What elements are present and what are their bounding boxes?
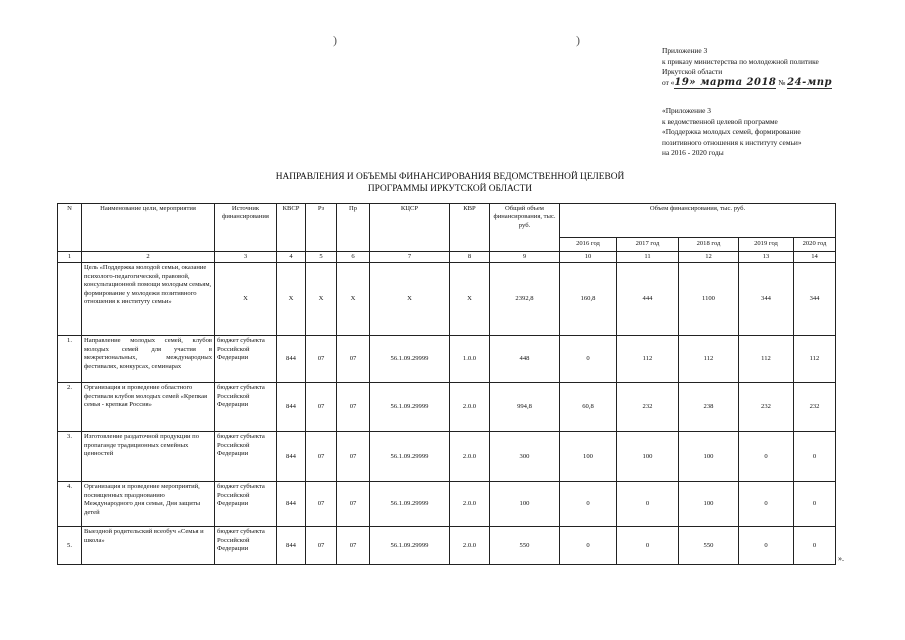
col-number: 9	[490, 252, 560, 263]
row-2019: 112	[739, 336, 794, 383]
row-2017: 0	[617, 482, 679, 527]
row-2020: 0	[794, 527, 836, 565]
row-pr: 07	[337, 482, 370, 527]
handwritten-number: 24-мпр	[787, 76, 832, 88]
row-total: 448	[490, 336, 560, 383]
row-rz: 07	[306, 432, 337, 482]
row-kvsr: 844	[277, 432, 306, 482]
header-2019: 2019 год	[739, 238, 794, 252]
goal-2016: 160,8	[560, 263, 617, 336]
annex-line-3: «Поддержка молодых семей, формирование	[662, 127, 801, 137]
col-number: 11	[617, 252, 679, 263]
col-number: 14	[794, 252, 836, 263]
row-total: 550	[490, 527, 560, 565]
goal-2020: 344	[794, 263, 836, 336]
goal-total: 2392,8	[490, 263, 560, 336]
row-n: 3.	[58, 432, 82, 482]
row-kcsr: 56.1.09.29999	[370, 432, 450, 482]
col-number: 3	[215, 252, 277, 263]
row-2016: 0	[560, 527, 617, 565]
document-title	[250, 172, 650, 195]
row-rz: 07	[306, 336, 337, 383]
col-number: 8	[450, 252, 490, 263]
goal-kvr: Х	[450, 263, 490, 336]
row-name: Изготовление раздаточной продукции по пропаганде традиционных семейных ценностей	[82, 432, 215, 482]
header-source: Источник финансирования	[215, 204, 277, 252]
goal-2019: 344	[739, 263, 794, 336]
row-kcsr: 56.1.09.29999	[370, 527, 450, 565]
table-row	[58, 527, 836, 565]
col-number: 2	[82, 252, 215, 263]
row-kvsr: 844	[277, 383, 306, 432]
header-kvr: КВР	[450, 204, 490, 252]
header-kcsr: КЦСР	[370, 204, 450, 252]
row-pr: 07	[337, 383, 370, 432]
goal-rz: Х	[306, 263, 337, 336]
handwritten-date: 19» марта 2018	[674, 76, 777, 88]
row-kvsr: 844	[277, 336, 306, 383]
row-source: бюджет субъекта Российской Федерации	[215, 432, 277, 482]
goal-kcsr: Х	[370, 263, 450, 336]
row-2017: 232	[617, 383, 679, 432]
col-number: 5	[306, 252, 337, 263]
scan-mark-right: )	[576, 33, 580, 47]
header-2018: 2018 год	[679, 238, 739, 252]
goal-source: Х	[215, 263, 277, 336]
goal-row	[58, 263, 836, 336]
row-kvsr: 844	[277, 482, 306, 527]
row-kcsr: 56.1.09.29999	[370, 482, 450, 527]
row-2018: 550	[679, 527, 739, 565]
goal-kvsr: Х	[277, 263, 306, 336]
col-number: 12	[679, 252, 739, 263]
row-pr: 07	[337, 336, 370, 383]
row-source: бюджет субъекта Российской Федерации	[215, 527, 277, 565]
row-2018: 238	[679, 383, 739, 432]
goal-name: Цель «Поддержка молодой семьи, оказание психолого-педагогической, правовой, консультационной помощи молодым семьям, формирование у молодежи позитивного отношения к институту семьи»	[82, 263, 215, 336]
row-2020: 0	[794, 482, 836, 527]
row-kcsr: 56.1.09.29999	[370, 336, 450, 383]
row-n: 2.	[58, 383, 82, 432]
goal-n	[58, 263, 82, 336]
row-n: 1.	[58, 336, 82, 383]
col-number: 10	[560, 252, 617, 263]
col-number: 1	[58, 252, 82, 263]
row-kvr: 2.0.0	[450, 432, 490, 482]
row-source: бюджет субъекта Российской Федерации	[215, 383, 277, 432]
row-2017: 112	[617, 336, 679, 383]
goal-pr: Х	[337, 263, 370, 336]
row-2020: 112	[794, 336, 836, 383]
row-kvr: 1.0.0	[450, 336, 490, 383]
header-2020: 2020 год	[794, 238, 836, 252]
header-n: N	[58, 204, 82, 252]
header-row-main	[58, 204, 836, 238]
header-name: Наименование цели, мероприятия	[82, 204, 215, 252]
row-total: 994,8	[490, 383, 560, 432]
col-number: 4	[277, 252, 306, 263]
row-pr: 07	[337, 432, 370, 482]
row-name: Направление молодых семей, клубов молодых семей для участия в межрегиональных, международных фестивалях, конкурсах, семинарах	[82, 336, 215, 383]
header-total: Общий объем финансирования, тыс. руб.	[490, 204, 560, 252]
row-kvr: 2.0.0	[450, 527, 490, 565]
row-2017: 100	[617, 432, 679, 482]
row-name: Организация и проведение мероприятий, посвященных празднованию Международного дня семьи, Дня защиты детей	[82, 482, 215, 527]
row-rz: 07	[306, 482, 337, 527]
table-row	[58, 383, 836, 432]
row-n: 5.	[58, 527, 82, 565]
approval-date-line	[662, 78, 897, 90]
row-2019: 0	[739, 432, 794, 482]
row-2020: 0	[794, 432, 836, 482]
row-kcsr: 56.1.09.29999	[370, 383, 450, 432]
header-2017: 2017 год	[617, 238, 679, 252]
column-number-row	[58, 252, 836, 263]
row-name: Организация и проведение областного фестиваля клубов молодых семей «Крепкая семья - крепкая Россия»	[82, 383, 215, 432]
row-pr: 07	[337, 527, 370, 565]
financing-table	[57, 203, 836, 565]
row-source: бюджет субъекта Российской Федерации	[215, 336, 277, 383]
row-2017: 0	[617, 527, 679, 565]
table-row	[58, 336, 836, 383]
row-2018: 100	[679, 482, 739, 527]
table-row	[58, 432, 836, 482]
annex-line-1: «Приложение 3	[662, 106, 711, 115]
document-title-line-2: ПРОГРАММЫ ИРКУТСКОЙ ОБЛАСТИ	[367, 183, 533, 194]
row-source: бюджет субъекта Российской Федерации	[215, 482, 277, 527]
row-kvr: 2.0.0	[450, 482, 490, 527]
row-n: 4.	[58, 482, 82, 527]
col-number: 6	[337, 252, 370, 263]
row-2018: 112	[679, 336, 739, 383]
row-total: 300	[490, 432, 560, 482]
row-2020: 232	[794, 383, 836, 432]
header-volume: Объем финансирования, тыс. руб.	[560, 204, 836, 238]
row-2019: 0	[739, 527, 794, 565]
goal-2018: 1100	[679, 263, 739, 336]
header-pr: Пр	[337, 204, 370, 252]
header-kvsr: КВСР	[277, 204, 306, 252]
row-2016: 100	[560, 432, 617, 482]
annex-line-5: на 2016 - 2020 годы	[662, 148, 724, 158]
col-number: 13	[739, 252, 794, 263]
col-number: 7	[370, 252, 450, 263]
row-2018: 100	[679, 432, 739, 482]
closing-quote: ».	[838, 554, 844, 563]
approval-block	[662, 46, 897, 89]
row-rz: 07	[306, 383, 337, 432]
row-2016: 0	[560, 482, 617, 527]
annex-line-4: позитивного отношения к институту семьи»	[662, 137, 802, 147]
annex-block	[662, 106, 897, 159]
approval-line-3: Иркутской области	[662, 67, 723, 77]
row-kvr: 2.0.0	[450, 383, 490, 432]
row-name: Выездной родительский всеобуч «Семья и школа»	[82, 527, 215, 565]
row-2016: 60,8	[560, 383, 617, 432]
approval-line-2: к приказу министерства по молодежной политике	[662, 56, 819, 66]
scan-mark-left: )	[333, 33, 337, 47]
row-kvsr: 844	[277, 527, 306, 565]
row-rz: 07	[306, 527, 337, 565]
row-total: 100	[490, 482, 560, 527]
date-prefix: от «	[662, 77, 675, 87]
header-rz: Рз	[306, 204, 337, 252]
approval-line-1: Приложение 3	[662, 46, 708, 55]
row-2019: 0	[739, 482, 794, 527]
number-prefix: №	[778, 77, 786, 87]
document-title-line-1: НАПРАВЛЕНИЯ И ОБЪЕМЫ ФИНАНСИРОВАНИЯ ВЕДОМСТВЕННОЙ ЦЕЛЕВОЙ	[275, 172, 625, 182]
row-2016: 0	[560, 336, 617, 383]
table-row	[58, 482, 836, 527]
header-2016: 2016 год	[560, 238, 617, 252]
annex-line-2: к ведомственной целевой программе	[662, 116, 778, 126]
row-2019: 232	[739, 383, 794, 432]
goal-2017: 444	[617, 263, 679, 336]
